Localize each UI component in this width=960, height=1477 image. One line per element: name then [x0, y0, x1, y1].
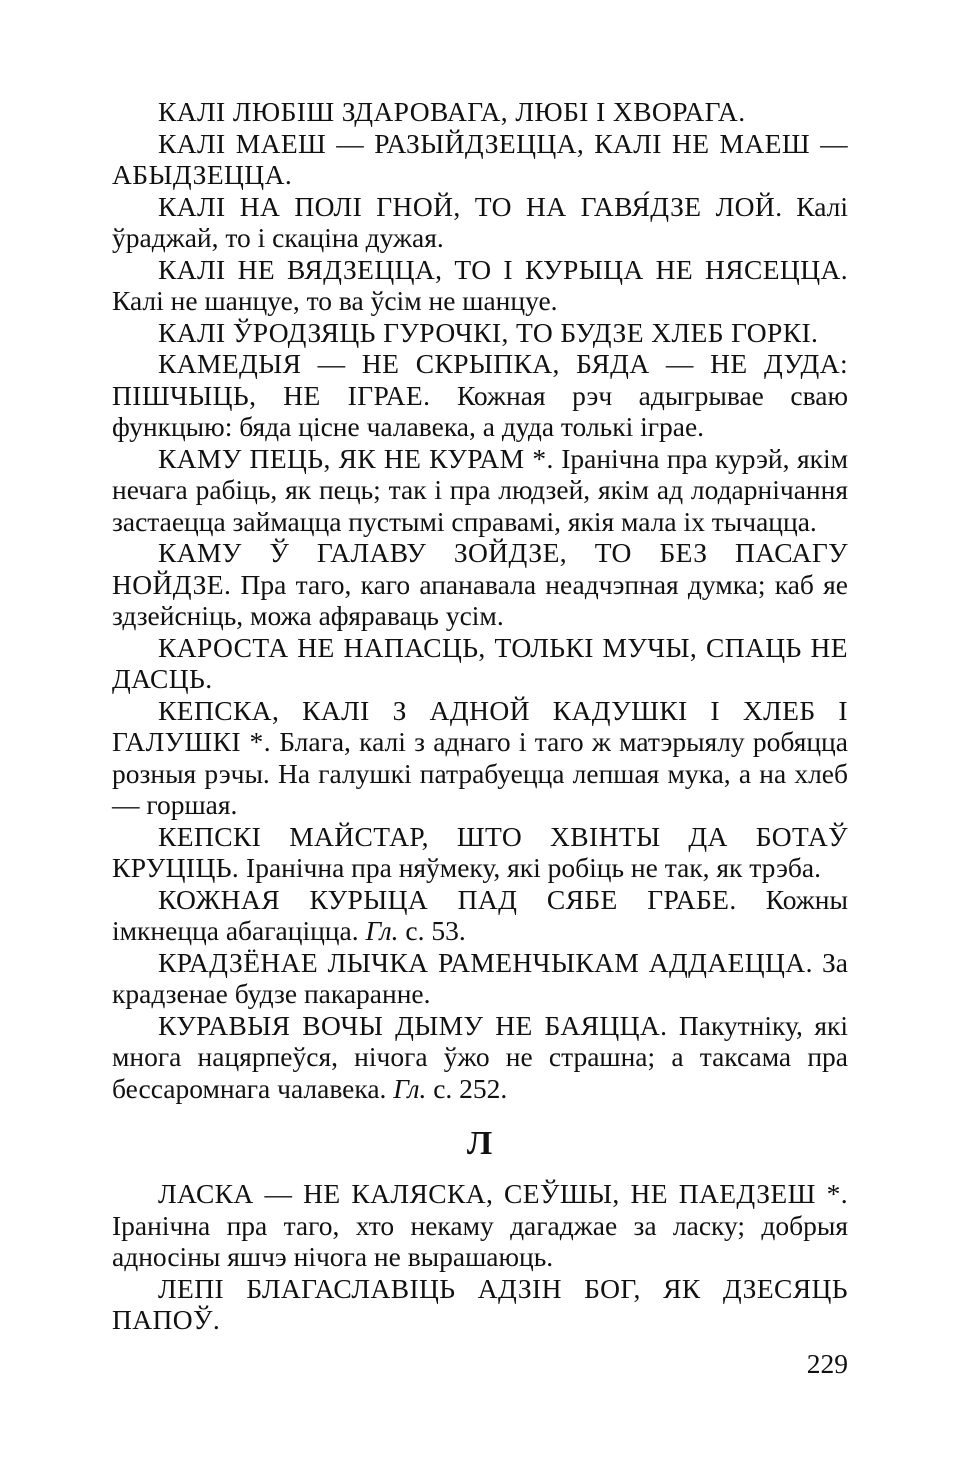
cross-reference-page: с. 53. — [398, 915, 466, 946]
entry-definition: За крадзенае будзе пакаранне. — [112, 946, 848, 1009]
entry-headword: КАМУ ПЕЦЬ, ЯК НЕ КУРАМ *. — [158, 442, 554, 474]
entry-9 — [112, 695, 848, 821]
entry-10 — [112, 821, 848, 884]
cross-reference-page: с. 252. — [426, 1072, 508, 1104]
entry-definition: Пра таго, каго апанавала неадчэпная думка; каб яе здзейсніць, можа афяраваць усім. — [112, 568, 848, 631]
entry-headword: КЕПСКІ МАЙСТАР, ШТО ХВІНТЫ ДА БОТАЎ КРУЦІЦЬ. — [112, 820, 848, 883]
entry-definition: Кожны імкнецца абагаціцца. — [112, 883, 848, 946]
entry-definition: Іранічна пра няўмеку, які робіць не так, як трэба. — [239, 852, 821, 883]
entry-definition: Кожная рэч адыгрывае сваю функцыю: бяда цісне чалавека, а дуда толькі іграе. — [112, 379, 848, 442]
entry-0 — [112, 96, 848, 128]
entry-11 — [112, 884, 848, 947]
entry-headword: КАЛІ МАЕШ — РАЗЫЙДЗЕЦЦА, КАЛІ НЕ МАЕШ — АБЫДЗЕЦЦА. — [112, 127, 848, 190]
entry-headword: КАЛІ НЕ ВЯДЗЕЦЦА, ТО І КУРЫЦА НЕ НЯСЕЦЦА. — [158, 253, 848, 285]
entry-headword: КАМЕДЫЯ — НЕ СКРЫПКА, БЯДА — НЕ ДУДА: ПІШЧЫЦЬ, НЕ ІГРАЕ. — [112, 348, 848, 411]
entry-headword: КЕПСКА, КАЛІ З АДНОЙ КАДУШКІ І ХЛЕБ І ГАЛУШКІ *. — [112, 694, 848, 757]
entry-headword: КОЖНАЯ КУРЫЦА ПАД СЯБЕ ГРАБЕ. — [158, 883, 737, 915]
entry-1 — [112, 128, 848, 191]
entry-3 — [112, 254, 848, 317]
entry-definition: Калі ўраджай, то і скаціна дужая. — [112, 190, 848, 253]
entry-2 — [112, 191, 848, 254]
entry-6 — [112, 443, 848, 538]
section-letter-heading: Л — [466, 1125, 494, 1162]
entry-13 — [112, 1010, 848, 1105]
entry-headword: КУРАВЫЯ ВОЧЫ ДЫМУ НЕ БАЯЦЦА. — [158, 1009, 668, 1041]
entry-7 — [112, 537, 848, 632]
entry-5 — [112, 348, 848, 443]
entry-4 — [112, 317, 848, 349]
cross-reference: Гл. — [365, 915, 399, 946]
entries-k-section — [112, 96, 848, 1104]
entry-headword: КАЛІ ЎРОДЗЯЦЬ ГУРОЧКІ, ТО БУДЗЕ ХЛЕБ ГОРКІ. — [158, 316, 819, 348]
entry-headword: КАЛІ ЛЮБІШ ЗДАРОВАГА, ЛЮБІ І ХВОРАГА. — [158, 96, 746, 127]
entry-headword: КАЛІ НА ПОЛІ ГНОЙ, ТО НА ГАВЯ́ДЗЕ ЛОЙ. — [158, 190, 783, 222]
entry-definition: Блага, калі з аднаго і таго ж матэрыялу робяцца розныя рэчы. На галушкі патрабуецца лепшая мука, а на хлеб — горшая. — [112, 726, 848, 820]
entry-headword: КРАДЗЁНАЕ ЛЫЧКА РАМЕНЧЫКАМ АДДАЕЦЦА. — [158, 946, 813, 978]
entry-definition: Пакутніку, які многа нацярпеўся, нічога ўжо не страшна; а таксама пра бессаромнага чалавека. — [112, 1009, 848, 1104]
entry-headword: ЛЕПІ БЛАГАСЛАВІЦЬ АДЗІН БОГ, ЯК ДЗЕСЯЦЬ ПАПОЎ. — [112, 1272, 848, 1335]
entry-headword: ЛАСКА — НЕ КАЛЯСКА, СЕЎШЫ, НЕ ПАЕДЗЕШ *. — [158, 1178, 848, 1209]
entry-8 — [112, 632, 848, 695]
page-number: 229 — [806, 1348, 848, 1379]
entries-l-section — [112, 1178, 848, 1336]
entry-12 — [112, 947, 848, 1010]
cross-reference: Гл. — [393, 1072, 427, 1104]
entry-definition: Іранічна пра таго, хто некаму дагаджае за ласку; добрыя адносіны яшчэ нічога не вырашаюць. — [112, 1209, 848, 1272]
entry-headword: КАРОСТА НЕ НАПАСЦЬ, ТОЛЬКІ МУЧЫ, СПАЦЬ НЕ ДАСЦЬ. — [112, 631, 848, 694]
entry-14 — [112, 1178, 848, 1273]
entry-definition: Калі не шанцуе, то ва ўсім не шанцуе. — [112, 285, 558, 316]
entry-15 — [112, 1273, 848, 1336]
entry-headword: КАМУ Ў ГАЛАВУ ЗОЙДЗЕ, ТО БЕЗ ПАСАГУ НОЙДЗЕ. — [112, 537, 848, 600]
entry-definition: Іранічна пра курэй, якім нечага рабіць, як пець; так і пра людзей, якім ад лодарнічання застаецца займацца пустымі справамі, якія мала іх тычацца. — [112, 442, 849, 537]
